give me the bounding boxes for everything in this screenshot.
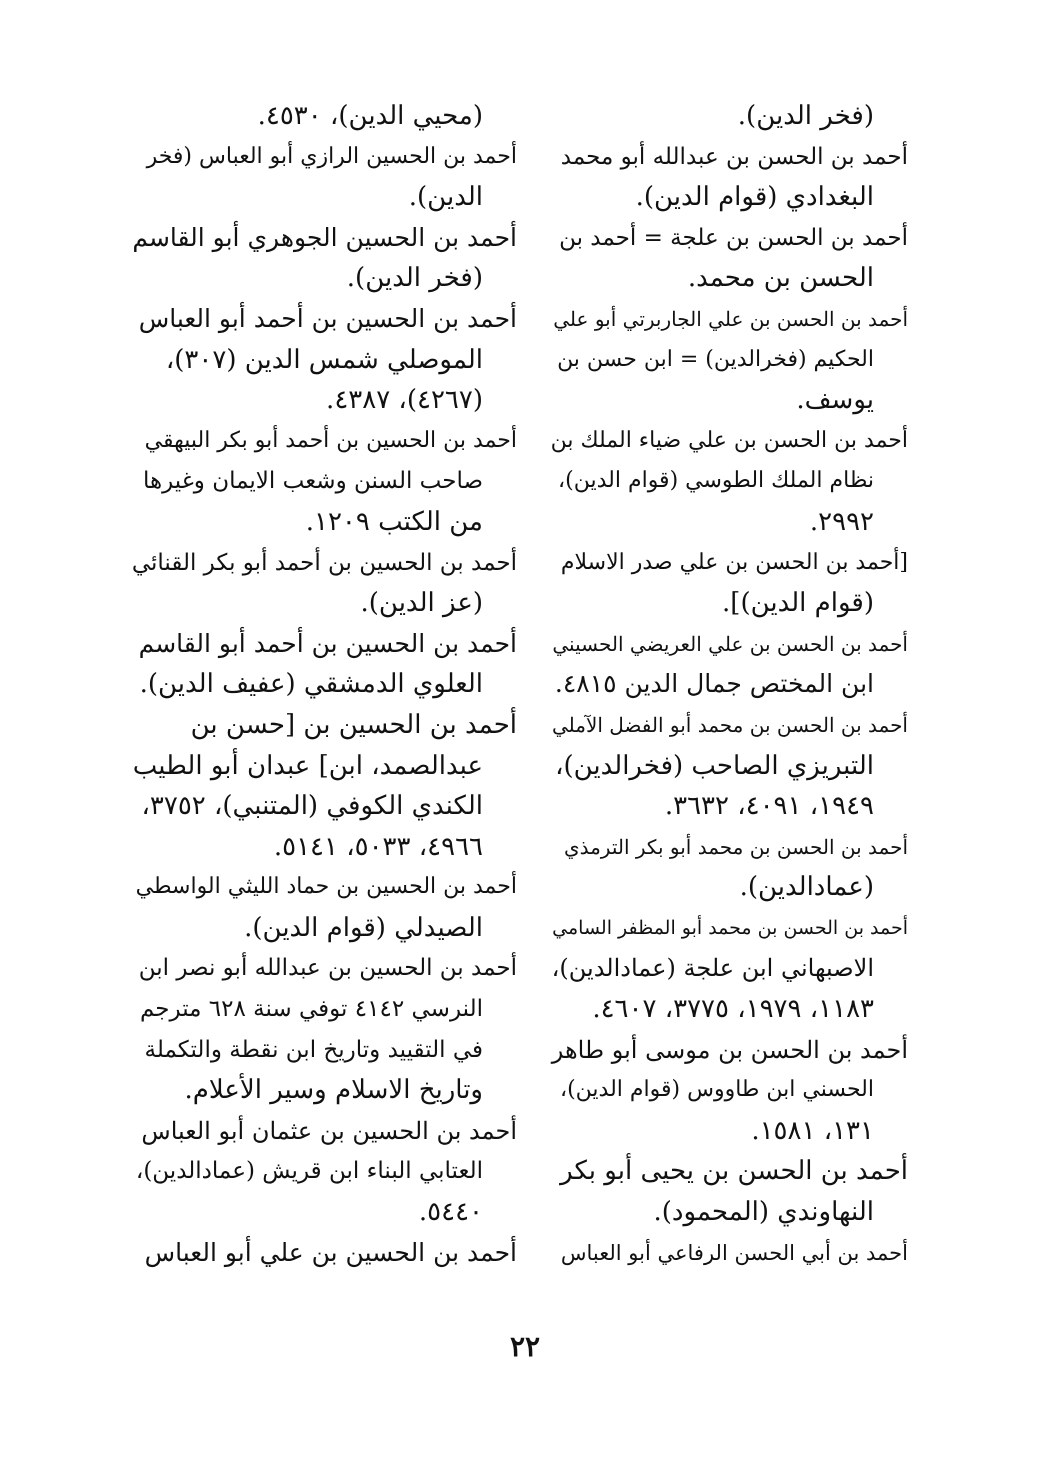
entry-continuation-line: ٤٩٦٦، ٥٠٣٣، ٥١٤١. bbox=[273, 831, 483, 862]
entry-head-line: أحمد بن الحسين بن [حسن بن bbox=[190, 709, 517, 740]
entry-head-line: أحمد بن الحسين بن علي أبو العباس bbox=[144, 1237, 517, 1267]
entry-head-line: أحمد بن الحسن بن علي العريضي الحسيني bbox=[552, 631, 908, 656]
page-number: ٢٢ bbox=[509, 1330, 541, 1363]
entry-head-line: أحمد بن الحسين الرازي أبو العباس (فخر bbox=[146, 143, 517, 169]
entry-continuation-line: (فخر الدين). bbox=[737, 101, 874, 131]
entry-continuation-line: الحكيم (فخرالدين) = ابن حسن بن bbox=[557, 346, 874, 372]
entry-continuation-line: يوسف. bbox=[796, 385, 874, 416]
entry-head-line: أحمد بن الحسن بن موسى أبو طاهر bbox=[551, 1035, 908, 1064]
entry-continuation-line: البغدادي (قوام الدين). bbox=[635, 182, 874, 213]
entry-head-line: أحمد بن الحسين بن عثمان أبو العباس bbox=[141, 1116, 517, 1145]
entry-continuation-line: الصيدلي (قوام الدين). bbox=[244, 912, 483, 943]
entry-continuation-line: الحسن بن محمد. bbox=[687, 263, 874, 294]
index-entries bbox=[548, 96, 908, 1273]
entry-continuation-line: (٤٢٦٧)، ٤٣٨٧. bbox=[326, 385, 483, 416]
entry-continuation-line: العلوي الدمشقي (عفيف الدين). bbox=[139, 669, 483, 700]
entry-head-line: أحمد بن الحسن بن علجة = أحمد بن bbox=[559, 224, 908, 251]
index-entries bbox=[132, 96, 517, 1273]
entry-head-line: أحمد بن الحسن بن محمد أبو الفضل الآملي bbox=[551, 712, 908, 737]
entry-head-line: أحمد بن الحسين بن أحمد أبو العباس bbox=[138, 303, 517, 333]
entry-continuation-line: في التقييد وتاريخ ابن نقطة والتكملة bbox=[144, 1036, 483, 1063]
entry-continuation-line: صاحب السنن وشعب الايمان وغيرها bbox=[142, 468, 483, 495]
entry-continuation-line: الكندي الكوفي (المتنبي)، ٣٧٥٢، bbox=[141, 791, 483, 822]
entry-continuation-line: الدين). bbox=[408, 182, 483, 213]
left-column bbox=[132, 96, 517, 1273]
entry-continuation-line: (قوام الدين)]. bbox=[722, 588, 874, 619]
entry-head-line: أحمد بن الحسين بن عبدالله أبو نصر ابن bbox=[138, 955, 517, 982]
entry-continuation-line: عبدالصمد، ابن] عبدان أبو الطيب bbox=[132, 750, 483, 781]
entry-head-line: أحمد بن الحسن بن علي الجاربرتي أبو علي bbox=[553, 306, 908, 331]
entry-continuation-line: ٥٤٤٠. bbox=[418, 1197, 483, 1228]
entry-head-line: أحمد بن الحسين بن حماد الليثي الواسطي bbox=[135, 874, 517, 900]
entry-continuation-line: النهاوندي (المحمود). bbox=[653, 1197, 874, 1228]
entry-head-line: أحمد بن الحسين بن أحمد أبو القاسم bbox=[138, 628, 517, 658]
entry-continuation-line: ١٩٤٩، ٤٠٩١، ٣٦٣٢. bbox=[664, 791, 874, 822]
entry-continuation-line: ابن المختص جمال الدين ٤٨١٥. bbox=[554, 669, 874, 699]
entry-continuation-line: من الكتب ١٢٠٩. bbox=[305, 506, 483, 537]
entry-head-line: أحمد بن الحسين بن أحمد أبو بكر البيهقي bbox=[144, 427, 517, 453]
entry-continuation-line: (فخر الدين). bbox=[346, 263, 483, 294]
entry-continuation-line: العتابي البناء ابن قريش (عمادالدين)، bbox=[135, 1158, 483, 1185]
entry-head-line: أحمد بن الحسين الجوهري أبو القاسم bbox=[132, 222, 517, 252]
entry-continuation-line: (عز الدين). bbox=[360, 588, 483, 619]
entry-continuation-line: الحسني ابن طاووس (قوام الدين)، bbox=[559, 1077, 874, 1103]
entry-head-line: أحمد بن الحسين بن أحمد أبو بكر القنائي bbox=[131, 549, 517, 576]
entry-continuation-line: النرسي ٤١٤٢ توفي سنة ٦٢٨ مترجم bbox=[139, 996, 483, 1023]
entry-continuation-line: وتاريخ الاسلام وسير الأعلام. bbox=[184, 1075, 483, 1106]
entry-head-line: أحمد بن الحسن بن علي ضياء الملك بن bbox=[550, 427, 908, 453]
entry-continuation-line: الموصلي شمس الدين (٣٠٧)، bbox=[165, 344, 483, 375]
entry-continuation-line: ٢٩٩٢. bbox=[809, 506, 874, 537]
entry-continuation-line: التبريزي الصاحب (فخرالدين)، bbox=[555, 750, 874, 781]
entry-head-line: [أحمد بن الحسن بن علي صدر الاسلام bbox=[560, 549, 908, 575]
entry-head-line: أحمد بن الحسن بن يحيى أبو بكر bbox=[560, 1156, 908, 1187]
entry-continuation-line: (محيي الدين)، ٤٥٣٠. bbox=[257, 101, 483, 131]
right-column bbox=[548, 96, 908, 1273]
entry-head-line: أحمد بن الحسن بن محمد أبو المظفر السامي bbox=[552, 916, 908, 939]
entry-continuation-line: نظام الملك الطوسي (قوام الدين)، bbox=[558, 468, 874, 494]
entry-head-line: أحمد بن الحسن بن عبدالله أبو محمد bbox=[560, 143, 908, 170]
entry-continuation-line: ١١٨٣، ١٩٧٩، ٣٧٧٥، ٤٦٠٧. bbox=[592, 994, 874, 1025]
entry-continuation-line: ١٣١، ١٥٨١. bbox=[751, 1115, 874, 1146]
entry-head-line: أحمد بن الحسن بن محمد أبو بكر الترمذي bbox=[563, 834, 908, 859]
entry-head-line: أحمد بن أبي الحسن الرفاعي أبو العباس bbox=[560, 1240, 908, 1265]
entry-continuation-line: (عمادالدين). bbox=[739, 872, 874, 903]
entry-continuation-line: الاصبهاني ابن علجة (عمادالدين)، bbox=[551, 954, 874, 983]
